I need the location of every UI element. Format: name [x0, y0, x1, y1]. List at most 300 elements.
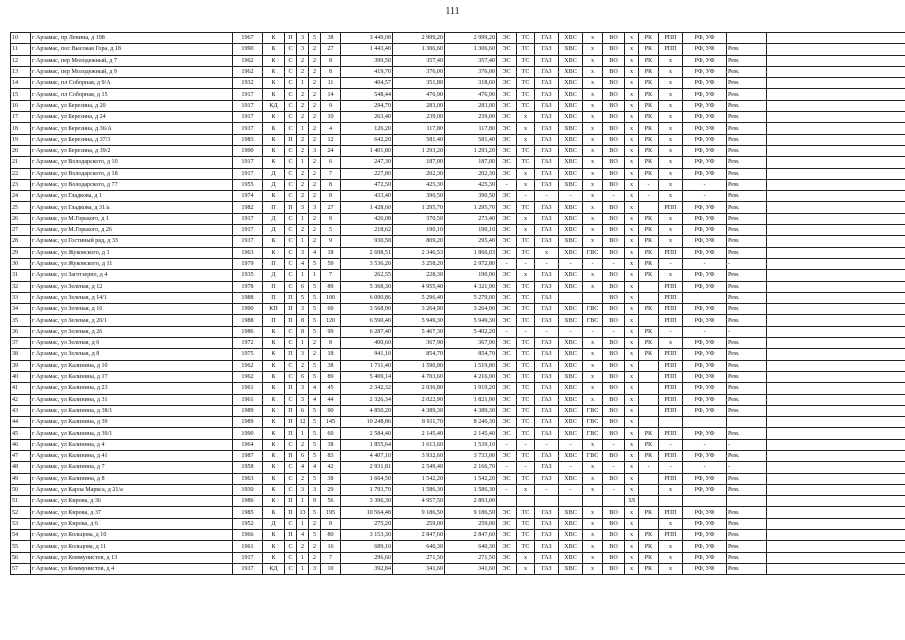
- table-cell: г Арзамас, ул Березина, д 20: [31, 100, 233, 111]
- table-cell: х: [625, 371, 639, 382]
- table-cell: 2: [309, 44, 321, 55]
- table-cell: -: [603, 484, 625, 495]
- table-cell: 2: [309, 168, 321, 179]
- table-cell: 357,40: [393, 55, 445, 66]
- table-cell: 56: [11, 552, 31, 563]
- table-cell: 1958: [233, 462, 263, 473]
- table-cell: 1: [297, 552, 309, 563]
- table-cell: ХВС: [559, 270, 583, 281]
- table-cell: 38: [11, 349, 31, 360]
- table-cell: 392,84: [341, 563, 393, 574]
- table-cell: 2: [297, 179, 309, 190]
- table-cell: х: [625, 168, 639, 179]
- table-row: [11, 44, 905, 55]
- table-cell: 44: [321, 394, 341, 405]
- table-cell: ТС: [517, 383, 535, 394]
- table-cell: 1 539,10: [445, 439, 497, 450]
- table-cell: ГАЗ: [535, 563, 559, 574]
- table-cell: [767, 462, 905, 473]
- table-cell: х: [517, 552, 535, 563]
- table-cell: -: [517, 258, 535, 269]
- table-cell: Д: [263, 168, 285, 179]
- table-cell: РК: [639, 552, 659, 563]
- table-cell: ГВС: [583, 315, 603, 326]
- table-cell: П: [285, 530, 297, 541]
- table-cell: х: [625, 247, 639, 258]
- table-cell: 8: [321, 66, 341, 77]
- table-cell: ХВС: [559, 112, 583, 123]
- table-cell: П: [285, 202, 297, 213]
- table-cell: РФ, УФ: [683, 304, 727, 315]
- table-cell: ВО: [603, 168, 625, 179]
- table-cell: РФ, УФ: [683, 383, 727, 394]
- table-cell: РФ, УФ: [683, 270, 727, 281]
- table-row: [11, 518, 905, 529]
- table-cell: С: [285, 123, 297, 134]
- table-cell: 1963: [233, 473, 263, 484]
- table-cell: [767, 191, 905, 202]
- table-cell: х: [535, 247, 559, 258]
- table-cell: г Арзамас, ул Березина, д 37/3: [31, 134, 233, 145]
- table-cell: 1 821,90: [445, 394, 497, 405]
- table-cell: 2: [297, 145, 309, 156]
- table-cell: 1962: [233, 66, 263, 77]
- table-cell: РФ, УФ: [683, 507, 727, 518]
- table-cell: Рем.: [727, 202, 767, 213]
- table-cell: 2: [309, 78, 321, 89]
- table-cell: 190,10: [445, 225, 497, 236]
- table-cell: [767, 78, 905, 89]
- table-cell: 90: [321, 405, 341, 416]
- table-cell: 5: [297, 292, 309, 303]
- table-cell: 8: [321, 191, 341, 202]
- table-cell: 1 793,70: [341, 484, 393, 495]
- table-cell: г Арзамас, ул Зеленая, д 16: [31, 304, 233, 315]
- table-row: [11, 496, 905, 507]
- table-cell: С: [285, 168, 297, 179]
- table-cell: 2: [309, 338, 321, 349]
- table-row: [11, 100, 905, 111]
- table-cell: 2: [309, 191, 321, 202]
- table-cell: г Арзамас, ул Коммунистов, д 4: [31, 563, 233, 574]
- table-cell: [639, 417, 659, 428]
- table-cell: ТС: [517, 417, 535, 428]
- table-cell: [767, 213, 905, 224]
- table-cell: ГАЗ: [535, 270, 559, 281]
- table-cell: 23: [11, 179, 31, 190]
- table-row: [11, 428, 905, 439]
- table-cell: -: [535, 439, 559, 450]
- table-cell: К: [263, 338, 285, 349]
- table-cell: 49: [11, 473, 31, 484]
- table-cell: 7: [321, 552, 341, 563]
- table-cell: ТС: [517, 507, 535, 518]
- table-cell: 1962: [233, 360, 263, 371]
- table-cell: ВО: [603, 417, 625, 428]
- table-cell: 80: [321, 530, 341, 541]
- table-cell: 228,30: [393, 270, 445, 281]
- table-cell: [767, 55, 905, 66]
- table-cell: П: [285, 450, 297, 461]
- table-cell: 8 246,30: [445, 417, 497, 428]
- table-row: [11, 134, 905, 145]
- table-cell: 99: [321, 326, 341, 337]
- table-cell: 4: [321, 123, 341, 134]
- table-row: [11, 179, 905, 190]
- table-cell: г Арзамас, ул Калинина, д 7: [31, 462, 233, 473]
- table-row: [11, 394, 905, 405]
- table-cell: 10 564,48: [341, 507, 393, 518]
- table-cell: С: [285, 258, 297, 269]
- table-cell: РК: [639, 213, 659, 224]
- table-cell: [639, 473, 659, 484]
- table-cell: ТС: [517, 44, 535, 55]
- table-cell: 4: [297, 462, 309, 473]
- table-cell: 20: [11, 145, 31, 156]
- table-cell: 187,00: [393, 157, 445, 168]
- table-cell: 351,80: [393, 78, 445, 89]
- table-cell: х: [659, 66, 683, 77]
- table-cell: ВО: [603, 518, 625, 529]
- table-cell: х: [625, 326, 639, 337]
- table-cell: [767, 89, 905, 100]
- table-cell: х: [583, 89, 603, 100]
- table-cell: С: [285, 157, 297, 168]
- table-cell: РФ, УФ: [683, 247, 727, 258]
- table-cell: ВО: [603, 157, 625, 168]
- table-cell: ЭС: [497, 371, 517, 382]
- table-cell: РФ, УФ: [683, 338, 727, 349]
- table-cell: ГВС: [583, 247, 603, 258]
- table-cell: С: [285, 55, 297, 66]
- table-row: [11, 326, 905, 337]
- table-cell: х: [625, 225, 639, 236]
- table-cell: 190,10: [393, 225, 445, 236]
- table-cell: 1917: [233, 225, 263, 236]
- table-cell: 2 022,90: [393, 394, 445, 405]
- table-cell: РПП: [659, 247, 683, 258]
- table-cell: х: [659, 270, 683, 281]
- table-cell: 2: [297, 134, 309, 145]
- table-cell: х: [583, 507, 603, 518]
- table-cell: 419,70: [341, 66, 393, 77]
- table-cell: ГАЗ: [535, 78, 559, 89]
- table-cell: 2: [309, 179, 321, 190]
- table-cell: 38: [321, 33, 341, 44]
- table-cell: 2: [297, 112, 309, 123]
- table-cell: 425,30: [445, 179, 497, 190]
- table-cell: х: [625, 191, 639, 202]
- table-cell: РФ, УФ: [683, 100, 727, 111]
- table-cell: г Арзамас, ул Березина, д 24: [31, 112, 233, 123]
- table-cell: -: [517, 326, 535, 337]
- table-cell: х: [659, 168, 683, 179]
- table-cell: ХВС: [559, 202, 583, 213]
- table-cell: х: [659, 89, 683, 100]
- table-cell: х: [583, 44, 603, 55]
- table-cell: РФ, УФ: [683, 371, 727, 382]
- table-cell: ВО: [603, 213, 625, 224]
- table-row: [11, 33, 905, 44]
- table-cell: Рем.: [727, 349, 767, 360]
- table-cell: 1917: [233, 100, 263, 111]
- table-cell: 4: [309, 383, 321, 394]
- table-cell: х: [583, 473, 603, 484]
- table-cell: г Арзамас, ул Калинина, д 39/1: [31, 428, 233, 439]
- table-cell: х: [659, 552, 683, 563]
- table-cell: ЭС: [497, 315, 517, 326]
- table-row: [11, 541, 905, 552]
- table-cell: 34: [11, 304, 31, 315]
- table-cell: Рем.: [727, 44, 767, 55]
- table-cell: 14: [11, 78, 31, 89]
- table-cell: ХВС: [559, 213, 583, 224]
- table-cell: 8: [321, 55, 341, 66]
- table-cell: РПП: [659, 450, 683, 461]
- table-cell: [727, 33, 767, 44]
- table-cell: РК: [639, 78, 659, 89]
- table-cell: 2 893,00: [445, 496, 497, 507]
- table-cell: ГАЗ: [535, 44, 559, 55]
- table-cell: ТС: [517, 541, 535, 552]
- table-cell: РК: [639, 100, 659, 111]
- table-cell: 5: [309, 33, 321, 44]
- table-cell: х: [583, 270, 603, 281]
- table-cell: -: [639, 179, 659, 190]
- table-cell: 2: [297, 541, 309, 552]
- table-cell: х: [625, 202, 639, 213]
- table-cell: 1961: [233, 394, 263, 405]
- table-cell: ГАЗ: [535, 134, 559, 145]
- table-cell: х: [625, 530, 639, 541]
- table-cell: х: [583, 563, 603, 574]
- table-cell: Д: [263, 270, 285, 281]
- table-cell: [639, 360, 659, 371]
- table-cell: ХВС: [559, 100, 583, 111]
- table-cell: -: [683, 439, 727, 450]
- table-cell: ГАЗ: [535, 225, 559, 236]
- table-cell: РФ, УФ: [683, 157, 727, 168]
- table-cell: 1: [297, 563, 309, 574]
- table-cell: 1 613,60: [393, 439, 445, 450]
- table-cell: РФ, УФ: [683, 530, 727, 541]
- table-cell: -: [659, 326, 683, 337]
- table-cell: 50: [11, 484, 31, 495]
- table-cell: ЭС: [497, 134, 517, 145]
- table-cell: -: [683, 191, 727, 202]
- table-cell: 1955: [233, 179, 263, 190]
- table-cell: -: [603, 439, 625, 450]
- table-cell: х: [625, 304, 639, 315]
- table-cell: [583, 496, 603, 507]
- table-cell: ВО: [603, 145, 625, 156]
- table-cell: ЭС: [497, 270, 517, 281]
- table-cell: Д: [263, 179, 285, 190]
- table-cell: ВО: [603, 281, 625, 292]
- table-cell: 89: [321, 371, 341, 382]
- table-cell: Рем.: [727, 112, 767, 123]
- table-cell: 1 711,40: [341, 360, 393, 371]
- table-cell: х: [625, 360, 639, 371]
- table-cell: [639, 484, 659, 495]
- table-cell: 21: [11, 157, 31, 168]
- table-cell: х: [517, 270, 535, 281]
- table-cell: РК: [639, 530, 659, 541]
- table-cell: 642,20: [341, 134, 393, 145]
- table-cell: х: [625, 157, 639, 168]
- table-cell: ЭС: [497, 450, 517, 461]
- table-cell: [767, 247, 905, 258]
- table-cell: -: [559, 326, 583, 337]
- table-cell: Рем.: [727, 225, 767, 236]
- table-cell: 55: [11, 541, 31, 552]
- table-cell: РК: [639, 270, 659, 281]
- table-cell: 227,80: [341, 168, 393, 179]
- table-cell: 60: [321, 304, 341, 315]
- table-cell: 126,20: [341, 123, 393, 134]
- table-cell: 37: [11, 338, 31, 349]
- table-cell: 1917: [233, 157, 263, 168]
- table-cell: 9 186,50: [393, 507, 445, 518]
- table-cell: [767, 394, 905, 405]
- table-cell: ЭС: [497, 213, 517, 224]
- table-cell: ТС: [517, 247, 535, 258]
- table-cell: х: [625, 78, 639, 89]
- table-cell: ВО: [603, 349, 625, 360]
- table-cell: х: [625, 563, 639, 574]
- table-cell: ГАЗ: [535, 33, 559, 44]
- table-cell: 5 368,30: [341, 281, 393, 292]
- table-cell: 941,10: [341, 349, 393, 360]
- table-cell: -: [659, 258, 683, 269]
- table-cell: 1917: [233, 213, 263, 224]
- table-cell: 2 584,40: [341, 428, 393, 439]
- table-cell: 3: [297, 33, 309, 44]
- table-cell: К: [263, 473, 285, 484]
- table-cell: х: [583, 157, 603, 168]
- table-row: [11, 473, 905, 484]
- table-cell: К: [263, 33, 285, 44]
- table-cell: 5 402,20: [445, 326, 497, 337]
- table-cell: 271,50: [393, 552, 445, 563]
- table-cell: РФ, УФ: [683, 315, 727, 326]
- table-cell: Рем.: [727, 371, 767, 382]
- table-cell: 271,50: [445, 552, 497, 563]
- table-cell: 5: [309, 281, 321, 292]
- table-cell: 6 287,40: [341, 326, 393, 337]
- table-cell: 370,50: [393, 213, 445, 224]
- table-cell: ХВС: [559, 507, 583, 518]
- table-row: [11, 78, 905, 89]
- table-cell: ГАЗ: [535, 168, 559, 179]
- table-cell: ГАЗ: [535, 66, 559, 77]
- table-cell: 13: [297, 507, 309, 518]
- table-cell: 5: [309, 360, 321, 371]
- table-cell: [767, 360, 905, 371]
- table-cell: Рем.: [727, 270, 767, 281]
- table-cell: 1990: [233, 44, 263, 55]
- table-cell: ХВС: [559, 168, 583, 179]
- table-cell: 1961: [233, 383, 263, 394]
- table-cell: Рем.: [727, 168, 767, 179]
- table-cell: ЭС: [497, 247, 517, 258]
- table-cell: РК: [639, 450, 659, 461]
- table-cell: 1: [297, 213, 309, 224]
- table-cell: РФ, УФ: [683, 225, 727, 236]
- table-cell: 476,90: [393, 89, 445, 100]
- table-cell: 1990: [233, 428, 263, 439]
- table-cell: х: [625, 484, 639, 495]
- table-cell: 10: [321, 112, 341, 123]
- table-cell: 1: [309, 270, 321, 281]
- table-cell: х: [659, 191, 683, 202]
- table-cell: 19: [11, 134, 31, 145]
- table-cell: РПП: [659, 315, 683, 326]
- table-cell: 2: [309, 100, 321, 111]
- table-cell: 3 264,90: [393, 304, 445, 315]
- table-cell: г Арзамас, ул Гостиный ряд, д 33: [31, 236, 233, 247]
- table-cell: 4 850,20: [341, 405, 393, 416]
- table-cell: 27: [11, 225, 31, 236]
- table-cell: 60: [321, 428, 341, 439]
- table-cell: РПП: [659, 202, 683, 213]
- table-cell: ВО: [603, 292, 625, 303]
- table-cell: ВО: [603, 507, 625, 518]
- table-row: [11, 360, 905, 371]
- table-cell: -: [497, 326, 517, 337]
- table-cell: 5: [309, 326, 321, 337]
- table-cell: Рем.: [727, 89, 767, 100]
- table-cell: К: [263, 157, 285, 168]
- table-cell: -: [535, 258, 559, 269]
- table-cell: -: [659, 439, 683, 450]
- table-row: [11, 484, 905, 495]
- table-cell: 29: [11, 247, 31, 258]
- table-cell: 11: [321, 78, 341, 89]
- table-cell: 31: [11, 270, 31, 281]
- table-cell: ГАЗ: [535, 213, 559, 224]
- table-cell: х: [517, 179, 535, 190]
- table-cell: ЭС: [497, 292, 517, 303]
- table-cell: 5: [309, 304, 321, 315]
- table-cell: С: [285, 563, 297, 574]
- table-cell: Рем.: [727, 191, 767, 202]
- table-cell: ХВС: [559, 417, 583, 428]
- table-cell: 425,30: [393, 179, 445, 190]
- table-cell: ЭС: [497, 552, 517, 563]
- table-cell: ВО: [603, 552, 625, 563]
- table-cell: -: [497, 439, 517, 450]
- table-cell: х: [517, 112, 535, 123]
- table-cell: [559, 496, 583, 507]
- table-cell: -: [535, 326, 559, 337]
- table-cell: П: [285, 383, 297, 394]
- table-cell: х: [583, 439, 603, 450]
- table-cell: -: [559, 439, 583, 450]
- table-cell: 6: [297, 281, 309, 292]
- table-cell: х: [625, 213, 639, 224]
- table-cell: х: [625, 405, 639, 416]
- table-cell: С: [285, 394, 297, 405]
- table-cell: -: [683, 462, 727, 473]
- table-cell: ЭС: [497, 191, 517, 202]
- table-cell: г Арзамас, ул Калинина, д 4: [31, 439, 233, 450]
- table-cell: г Арзамас, ул Карла Маркса, д 21/а: [31, 484, 233, 495]
- table-cell: г Арзамас, ул Калинина, д 41: [31, 450, 233, 461]
- table-cell: С: [285, 338, 297, 349]
- table-cell: 16: [321, 541, 341, 552]
- table-cell: 399,50: [341, 55, 393, 66]
